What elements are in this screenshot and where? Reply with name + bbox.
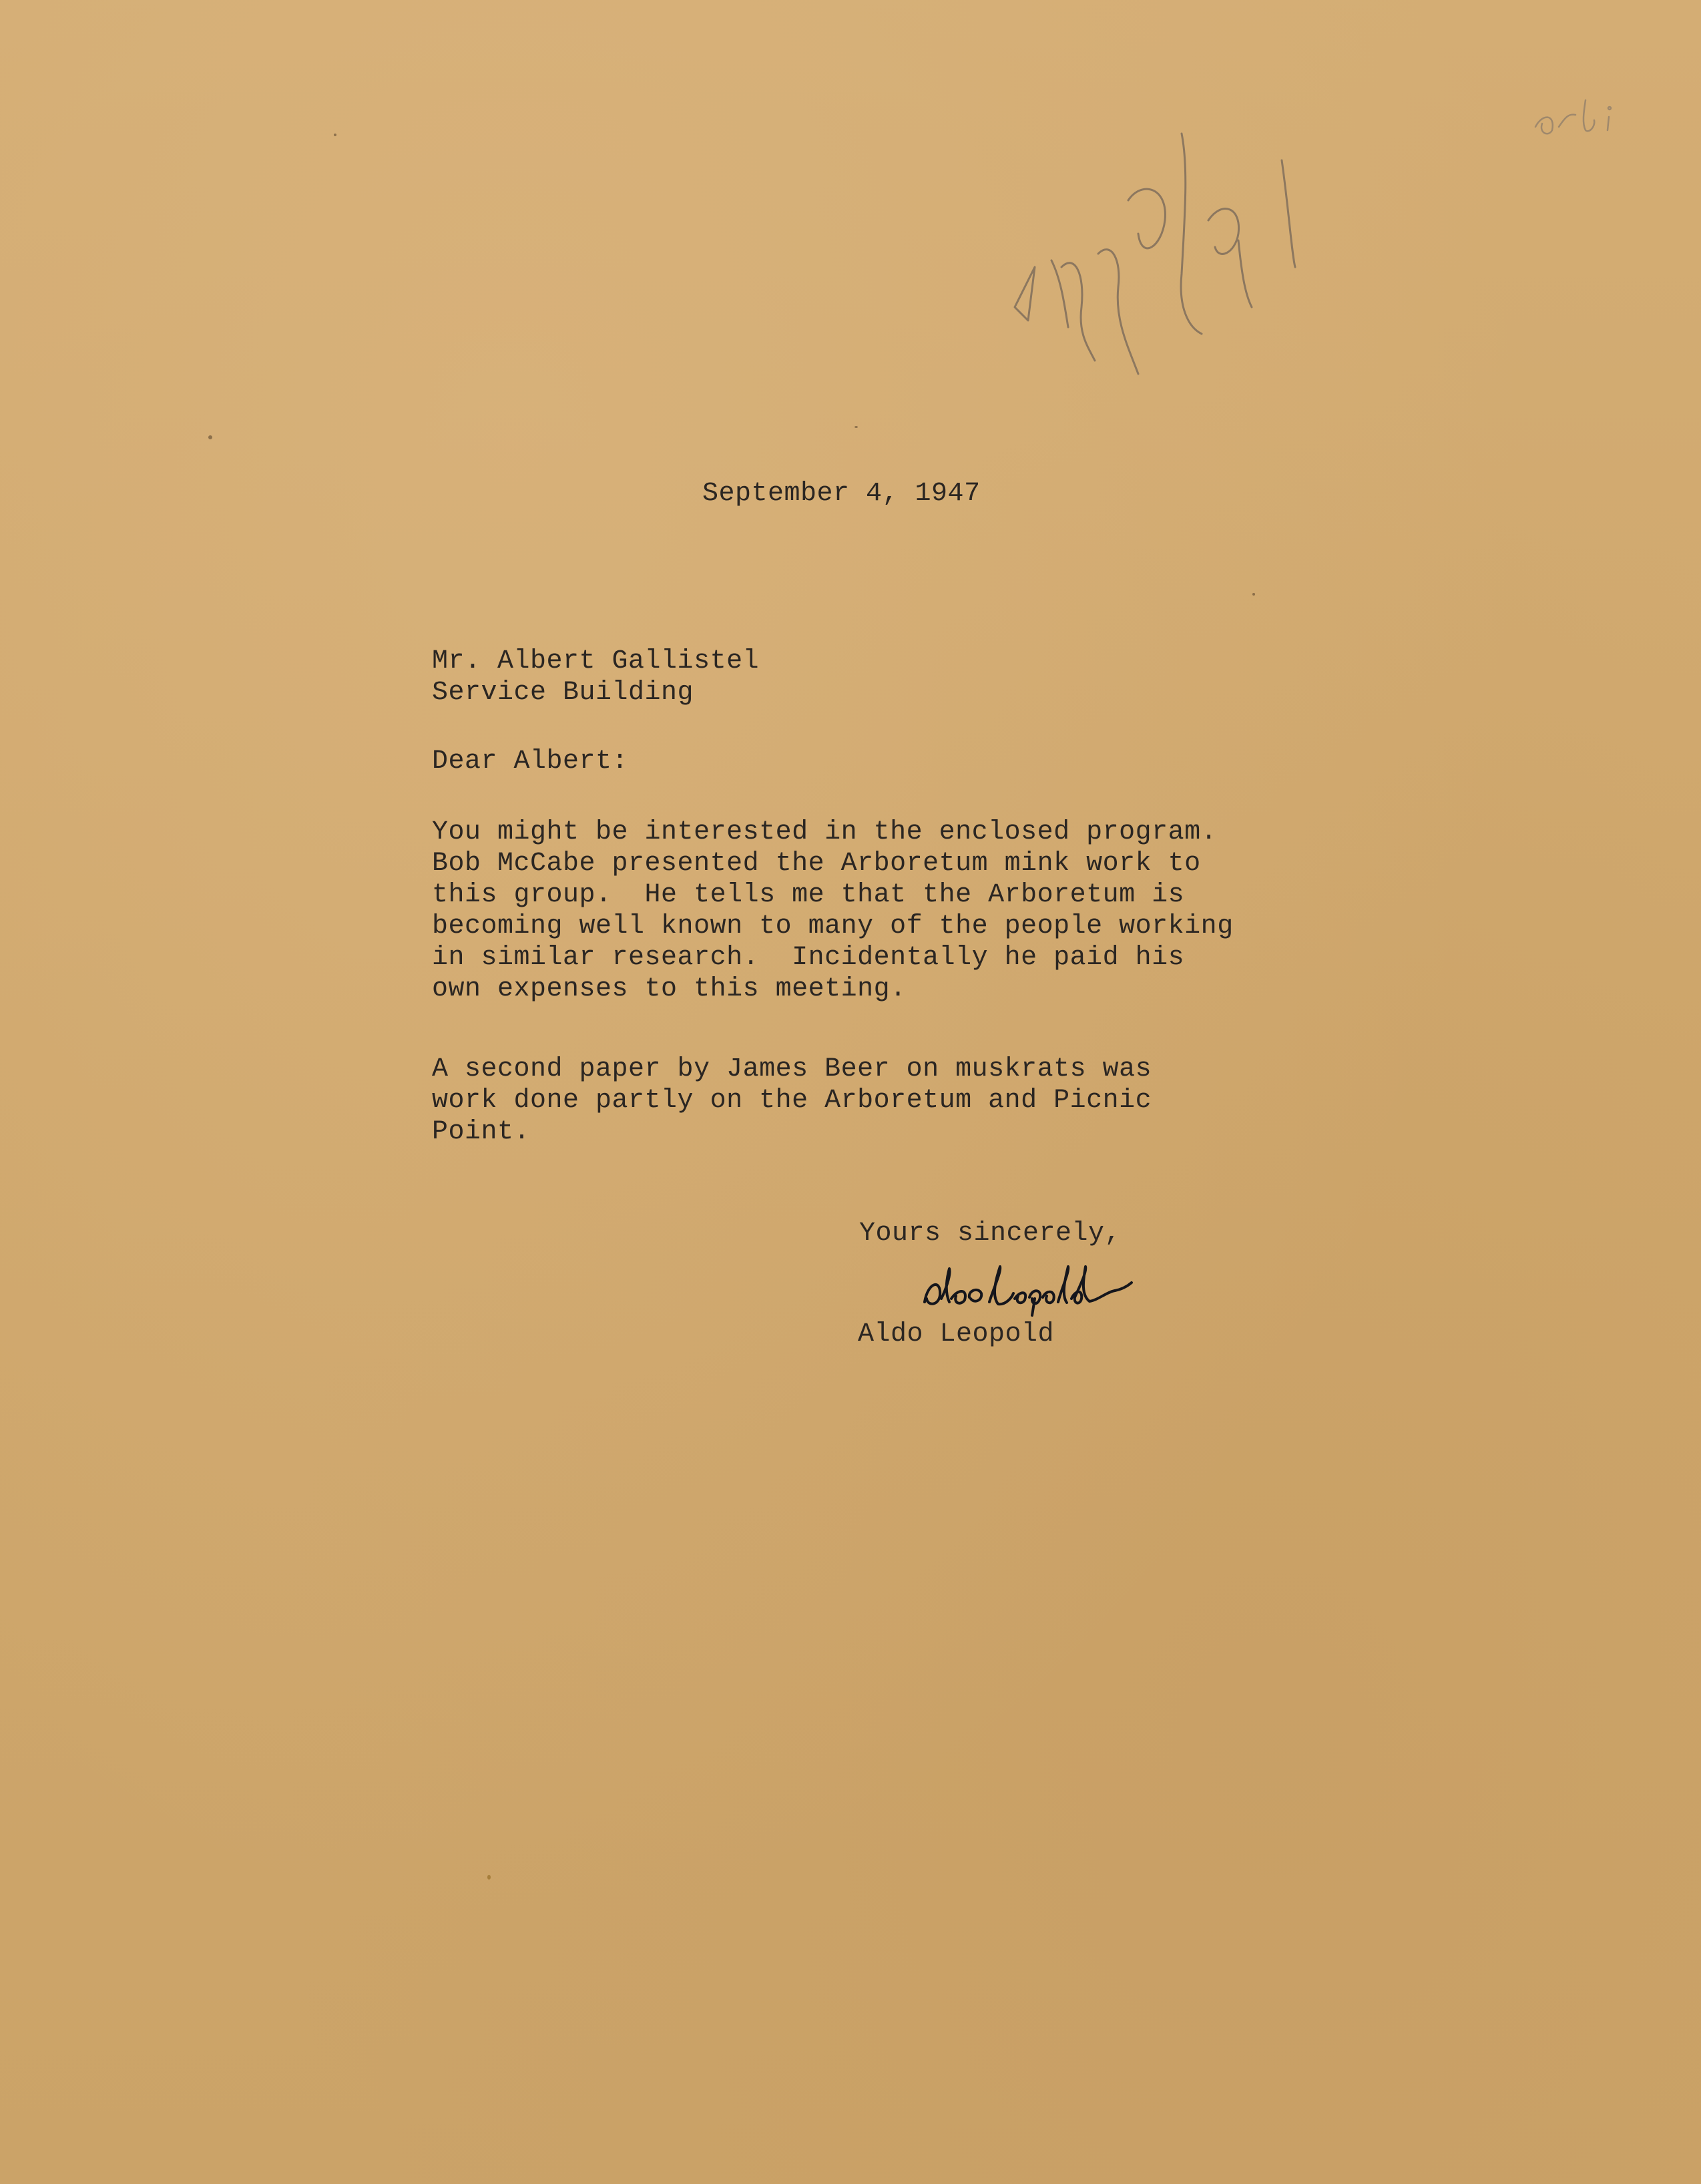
handwritten-typed-note xyxy=(988,107,1335,387)
paper-speck xyxy=(487,1875,491,1880)
body-paragraph-2 xyxy=(432,1054,1152,1148)
handwritten-corner-note xyxy=(1522,87,1642,147)
recipient-address: Service Building xyxy=(432,678,694,708)
recipient-block xyxy=(432,646,759,708)
body-line: Bob McCabe presented the Arboretum mink work to xyxy=(432,849,1201,879)
body-line: in similar research. Incidentally he paid his xyxy=(432,943,1185,973)
body-line: You might be interested in the enclosed program. xyxy=(432,817,1218,847)
paper-speck xyxy=(1252,593,1255,596)
salutation: Dear Albert: xyxy=(432,746,629,777)
body-line: A second paper by James Beer on muskrats was xyxy=(432,1054,1152,1084)
paper-speck xyxy=(855,426,858,428)
body-paragraph-1 xyxy=(432,817,1234,1005)
recipient-name: Mr. Albert Gallistel xyxy=(432,646,760,676)
body-line: Point. xyxy=(432,1117,531,1147)
signature-name: Aldo Leopold xyxy=(858,1319,1055,1349)
signature-image xyxy=(915,1252,1155,1325)
paper-speck xyxy=(208,435,212,439)
body-line: this group. He tells me that the Arboretum is xyxy=(432,880,1185,910)
body-line: own expenses to this meeting. xyxy=(432,974,907,1004)
closing: Yours sincerely, xyxy=(859,1219,1122,1249)
body-line: becoming well known to many of the people working xyxy=(432,911,1234,941)
letter-date: September 4, 1947 xyxy=(702,479,981,509)
body-line: work done partly on the Arboretum and Picnic xyxy=(432,1086,1152,1116)
paper-speck xyxy=(334,134,336,136)
